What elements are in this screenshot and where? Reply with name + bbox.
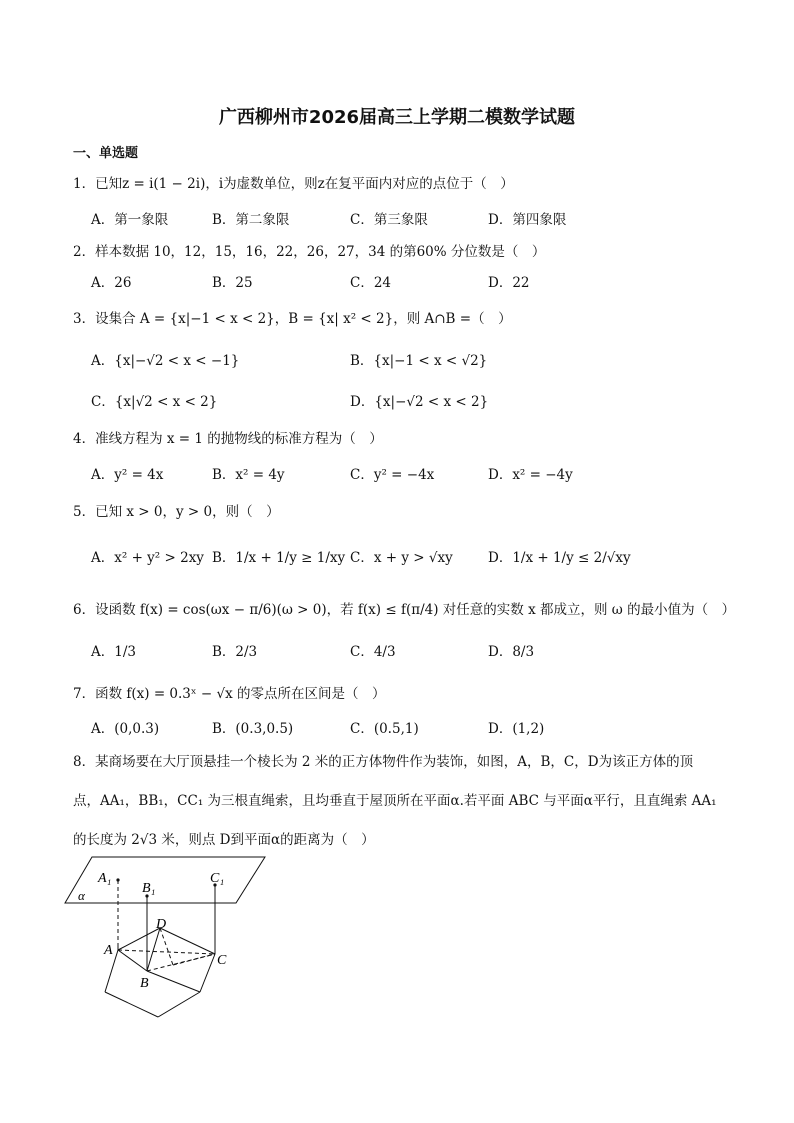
- label-a1: A₁: [98, 871, 112, 886]
- plane-alpha: [65, 857, 265, 903]
- question-5-stem: 5．已知 x > 0，y > 0，则（ ）: [73, 504, 280, 520]
- label-c1: C₁: [210, 871, 225, 886]
- q1-option-b: B．第二象限: [212, 212, 290, 228]
- q1-option-a: A．第一象限: [91, 212, 169, 228]
- q7-option-d: D．(1,2): [488, 721, 545, 737]
- q5-option-b: B．1/x + 1/y ≥ 1/xy: [212, 550, 346, 566]
- question-2-stem: 2．样本数据 10，12，15，16，22，26，27，34 的第60% 分位数是（ ）: [73, 244, 546, 260]
- q6-option-c: C．4/3: [350, 644, 396, 660]
- q1-option-d: D．第四象限: [488, 212, 567, 228]
- q2-option-d: D．22: [488, 275, 530, 291]
- question-8-line-1: 8．某商场要在大厅顶悬挂一个棱长为 2 米的正方体物件作为装饰，如图，A，B，C，D为该正方体的顶: [73, 754, 694, 770]
- q3-option-a: A．{x|−√2 < x < −1}: [91, 353, 240, 369]
- question-8-line-3: 的长度为 2√3 米，则点 D到平面α的距离为（ ）: [73, 832, 375, 848]
- question-3-stem: 3．设集合 A = {x|−1 < x < 2}，B = {x| x² < 2}，则 A∩B =（ ）: [73, 311, 512, 327]
- q5-option-c: C．x + y > √xy: [350, 550, 453, 566]
- cube-figure: [60, 850, 280, 1025]
- cube-hidden-edges: [118, 928, 215, 971]
- q3-option-c: C．{x|√2 < x < 2}: [91, 394, 218, 410]
- label-d: D: [156, 917, 167, 932]
- point-a1: [116, 878, 119, 881]
- q4-option-d: D．x² = −4y: [488, 467, 573, 483]
- q6-option-a: A．1/3: [91, 644, 136, 660]
- label-a: A: [104, 943, 113, 958]
- question-4-stem: 4．准线方程为 x = 1 的抛物线的标准方程为（ ）: [73, 431, 383, 447]
- q6-option-d: D．8/3: [488, 644, 535, 660]
- q7-option-a: A．(0,0.3): [91, 721, 160, 737]
- q4-option-b: B．x² = 4y: [212, 467, 285, 483]
- question-8-line-2: 点，AA₁，BB₁，CC₁ 为三根直绳索，且均垂直于屋顶所在平面α.若平面 ABC 与平面α平行，且直绳索 AA₁: [73, 793, 717, 809]
- q7-option-c: C．(0.5,1): [350, 721, 419, 737]
- q3-option-b: B．{x|−1 < x < √2}: [350, 353, 488, 369]
- q4-option-c: C．y² = −4x: [350, 467, 435, 483]
- page-title: 广西柳州市2026届高三上学期二模数学试题: [218, 107, 576, 128]
- label-alpha: α: [78, 888, 85, 903]
- label-c: C: [217, 953, 227, 968]
- q1-option-c: C．第三象限: [350, 212, 428, 228]
- question-7-stem: 7．函数 f(x) = 0.3ˣ − √x 的零点所在区间是（ ）: [73, 686, 386, 702]
- question-1-stem: 1．已知z = i(1 − 2i)，i为虚数单位，则z在复平面内对应的点位于（ ）: [73, 176, 514, 192]
- q3-option-d: D．{x|−√2 < x < 2}: [350, 394, 489, 410]
- section-heading: 一、单选题: [73, 146, 139, 161]
- q2-option-b: B．25: [212, 275, 253, 291]
- q4-option-a: A．y² = 4x: [91, 467, 164, 483]
- question-6-stem: 6．设函数 f(x) = cos(ωx − π/6)(ω > 0)，若 f(x) ≤ f(π/4) 对任意的实数 x 都成立，则 ω 的最小值为（ ）: [73, 602, 736, 618]
- q7-option-b: B．(0.3,0.5): [212, 721, 294, 737]
- q5-option-a: A．x² + y² > 2xy: [91, 550, 204, 566]
- q5-option-d: D．1/x + 1/y ≤ 2/√xy: [488, 550, 631, 566]
- label-b1: B₁: [142, 881, 156, 896]
- q2-option-c: C．24: [350, 275, 392, 291]
- label-b: B: [140, 976, 149, 991]
- q6-option-b: B．2/3: [212, 644, 258, 660]
- q2-option-a: A．26: [91, 275, 132, 291]
- cube-edges: [105, 928, 215, 1017]
